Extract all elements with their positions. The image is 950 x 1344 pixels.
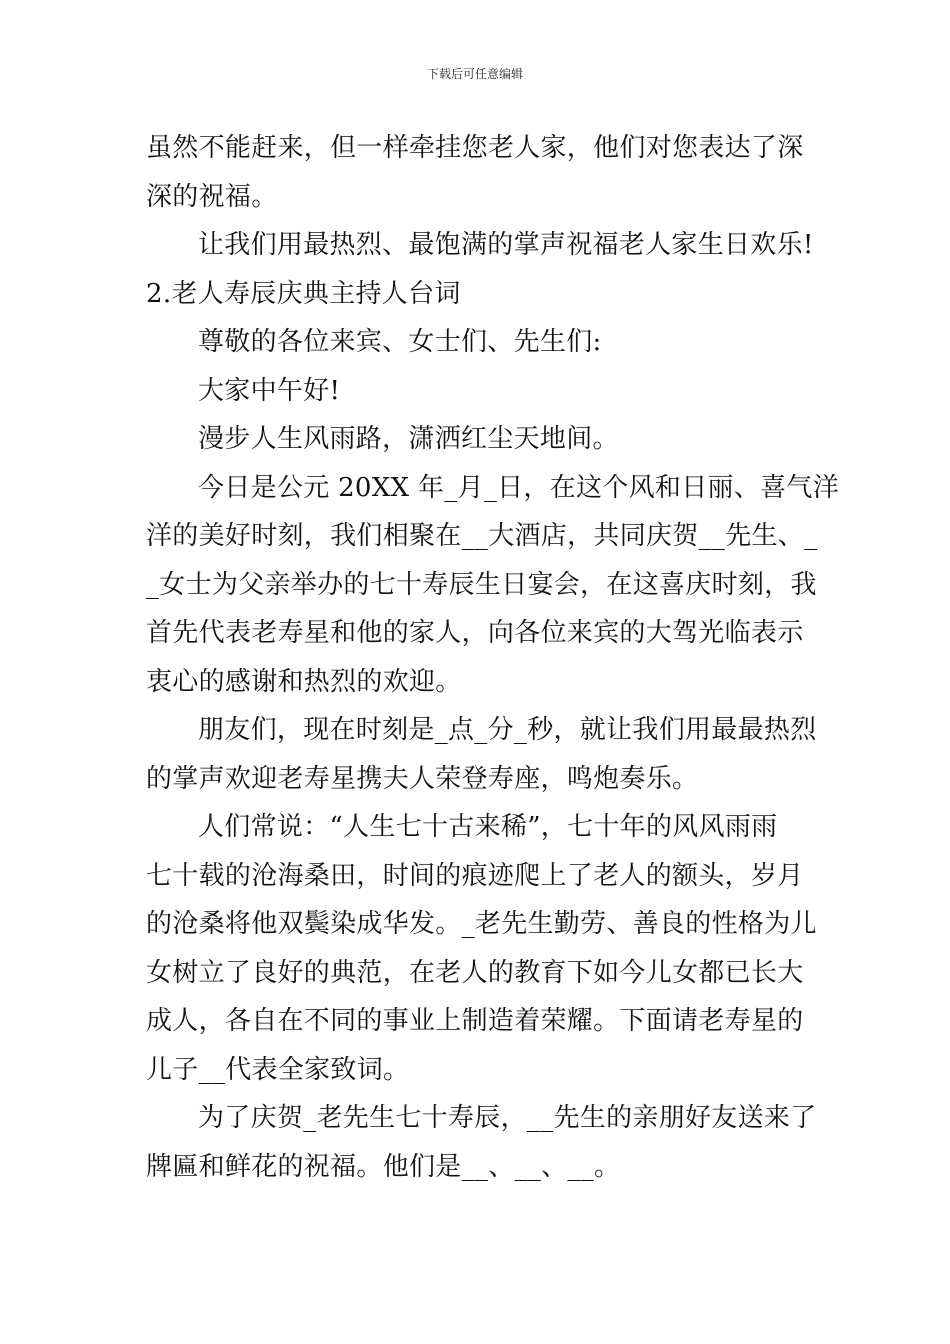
text-line: 为了庆贺_老先生七十寿辰，__先生的亲朋好友送来了 (198, 1103, 817, 1133)
text-line: 深的祝福。 (146, 181, 278, 212)
text-line: 朋友们，现在时刻是_点_分_秒，就让我们用最最热烈 (198, 715, 817, 745)
section-heading: 2.老人寿辰庆典主持人台词 (146, 278, 461, 309)
text-line: 让我们用最热烈、最饱满的掌声祝福老人家生日欢乐! (198, 230, 814, 260)
text-line: 的沧桑将他双鬓染成华发。_老先生勤劳、善良的性格为儿 (146, 909, 817, 939)
text-line: 的掌声欢迎老寿星携夫人荣登寿座，鸣炮奏乐。 (146, 763, 699, 794)
text-line: 人们常说：“人生七十古来稀”，七十年的风风雨雨 (198, 812, 778, 842)
text-line: 虽然不能赶来，但一样牵挂您老人家，他们对您表达了深 (146, 133, 804, 163)
text-line: 尊敬的各位来宾、女士们、先生们: (198, 327, 602, 357)
text-line: 女树立了良好的典范，在老人的教育下如今儿女都已长大 (146, 957, 804, 988)
text-line: 洋的美好时刻，我们相聚在__大酒店，共同庆贺__先生、_ (146, 521, 818, 551)
text-line: 首先代表老寿星和他的家人，向各位来宾的大驾光临表示 (146, 618, 804, 648)
text-line: 大家中午好! (198, 375, 341, 406)
text-line: 成人，各自在不同的事业上制造着荣耀。下面请老寿星的 (146, 1006, 804, 1036)
text-line: 牌匾和鲜花的祝福。他们是__、__、__。 (146, 1151, 621, 1182)
page-header-note: 下载后可任意编辑 (426, 67, 523, 81)
text-line: 今日是公元 20XX 年_月_日，在这个风和日丽、喜气洋 (198, 472, 840, 503)
document-body (146, 124, 840, 1191)
text-line: _女士为父亲举办的七十寿辰生日宴会，在这喜庆时刻，我 (146, 569, 817, 600)
text-line: 儿子__代表全家致词。 (146, 1054, 410, 1085)
text-line: 七十载的沧海桑田，时间的痕迹爬上了老人的额头，岁月 (146, 860, 804, 891)
text-line: 衷心的感谢和热烈的欢迎。 (146, 666, 462, 697)
text-line: 漫步人生风雨路，潇洒红尘天地间。 (198, 424, 619, 454)
